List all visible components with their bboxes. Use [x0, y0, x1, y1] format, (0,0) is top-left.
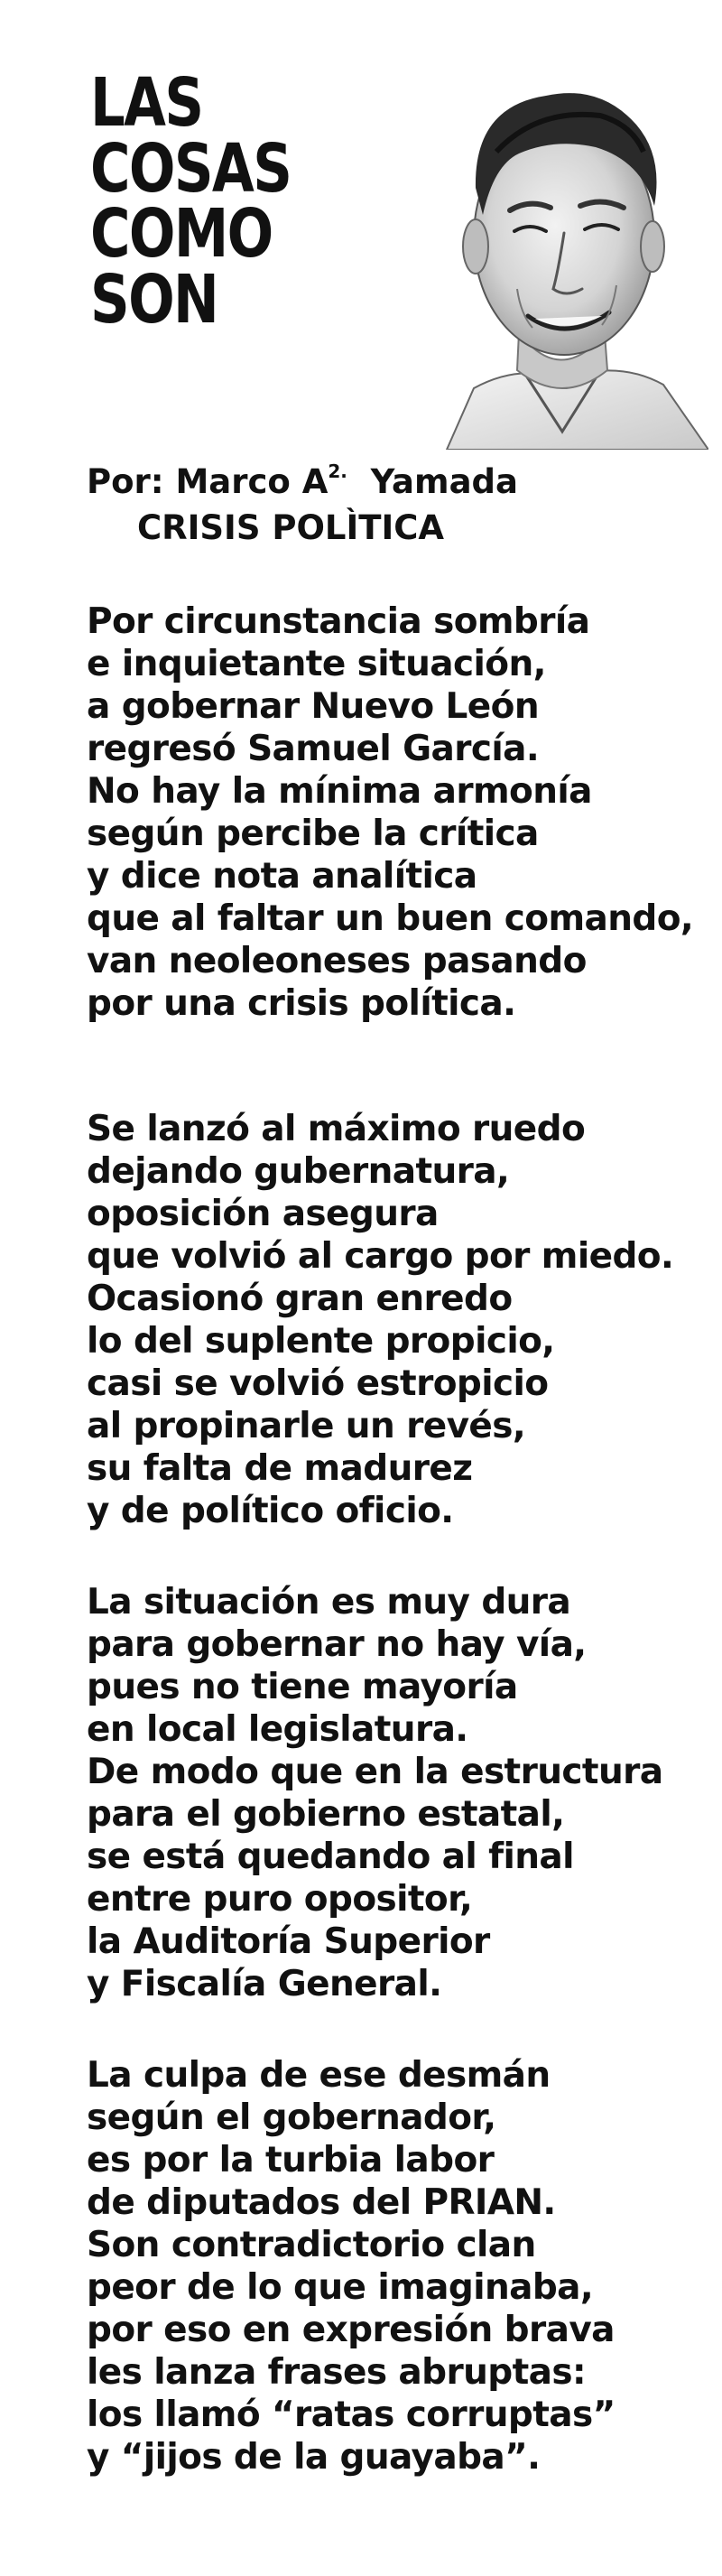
- poem-line: su falta de madurez: [87, 1448, 473, 1489]
- poem-line: Son contradictorio clan: [87, 2225, 536, 2265]
- byline-superscript: 2.: [328, 460, 347, 482]
- poem-line: para el gobierno estatal,: [87, 1794, 565, 1835]
- poem-line: la Auditoría Superior: [87, 1921, 490, 1962]
- poem-line: De modo que en la estructura: [87, 1752, 663, 1792]
- poem-line: Se lanzó al máximo ruedo: [87, 1109, 586, 1149]
- article-title: CRISIS POLÌTICA: [137, 508, 445, 547]
- poem-line: por una crisis política.: [87, 983, 516, 1024]
- poem-line: por eso en expresión brava: [87, 2310, 615, 2350]
- poem-line: entre puro opositor,: [87, 1879, 473, 1920]
- poem-line: e inquietante situación,: [87, 644, 546, 684]
- poem-line: a gobernar Nuevo León: [87, 686, 540, 727]
- poem-line: es por la turbia labor: [87, 2140, 495, 2181]
- poem-line: en local legislatura.: [87, 1709, 468, 1750]
- author-portrait: [411, 52, 708, 450]
- poem-line: La culpa de ese desmán: [87, 2055, 551, 2096]
- poem-line: y dice nota analítica: [87, 856, 477, 897]
- poem-line: para gobernar no hay vía,: [87, 1624, 587, 1665]
- column-title-line: COMO: [90, 195, 273, 274]
- stanza-4: [87, 2054, 709, 2478]
- poem-line: van neoleoneses pasando: [87, 941, 587, 981]
- poem: [87, 600, 709, 2478]
- poem-line: pues no tiene mayoría: [87, 1667, 518, 1707]
- stanza-2: [87, 1108, 709, 1532]
- poem-line: dejando gubernatura,: [87, 1151, 510, 1192]
- column-title: [90, 64, 292, 339]
- poem-line: Por circunstancia sombría: [87, 601, 590, 642]
- poem-line: lo del suplente propicio,: [87, 1321, 555, 1362]
- byline-surname: Yamada: [370, 462, 518, 501]
- stanza-3: [87, 1581, 709, 2005]
- poem-line: y Fiscalía General.: [87, 1964, 442, 2004]
- byline-prefix: Por: Marco A: [87, 462, 329, 501]
- poem-line: se está quedando al final: [87, 1837, 574, 1877]
- stanza-1: [87, 600, 709, 1025]
- poem-line: oposición asegura: [87, 1194, 439, 1234]
- poem-line: y de político oficio.: [87, 1491, 454, 1531]
- column-title-line: COSAS: [90, 129, 292, 208]
- poem-line: de diputados del PRIAN.: [87, 2182, 556, 2223]
- poem-line: casi se volvió estropicio: [87, 1363, 549, 1404]
- column-header: [0, 0, 722, 451]
- poem-line: La situación es muy dura: [87, 1582, 571, 1623]
- poem-line: No hay la mínima armonía: [87, 771, 592, 812]
- column-title-line: SON: [90, 260, 218, 339]
- poem-line: que al faltar un buen comando,: [87, 898, 694, 939]
- poem-line: y “jijos de la guayaba”.: [87, 2437, 541, 2478]
- poem-line: les lanza frases abruptas:: [87, 2352, 586, 2393]
- poem-line: según percibe la crítica: [87, 814, 539, 854]
- author-byline: [87, 462, 518, 502]
- poem-line: que volvió al cargo por miedo.: [87, 1236, 674, 1277]
- poem-line: al propinarle un revés,: [87, 1406, 526, 1446]
- poem-line: Ocasionó gran enredo: [87, 1279, 513, 1319]
- column-title-line: LAS: [90, 64, 203, 142]
- poem-line: regresó Samuel García.: [87, 729, 540, 769]
- poem-line: peor de lo que imaginaba,: [87, 2267, 594, 2308]
- poem-line: según el gobernador,: [87, 2097, 496, 2138]
- poem-line: los llamó “ratas corruptas”: [87, 2395, 616, 2435]
